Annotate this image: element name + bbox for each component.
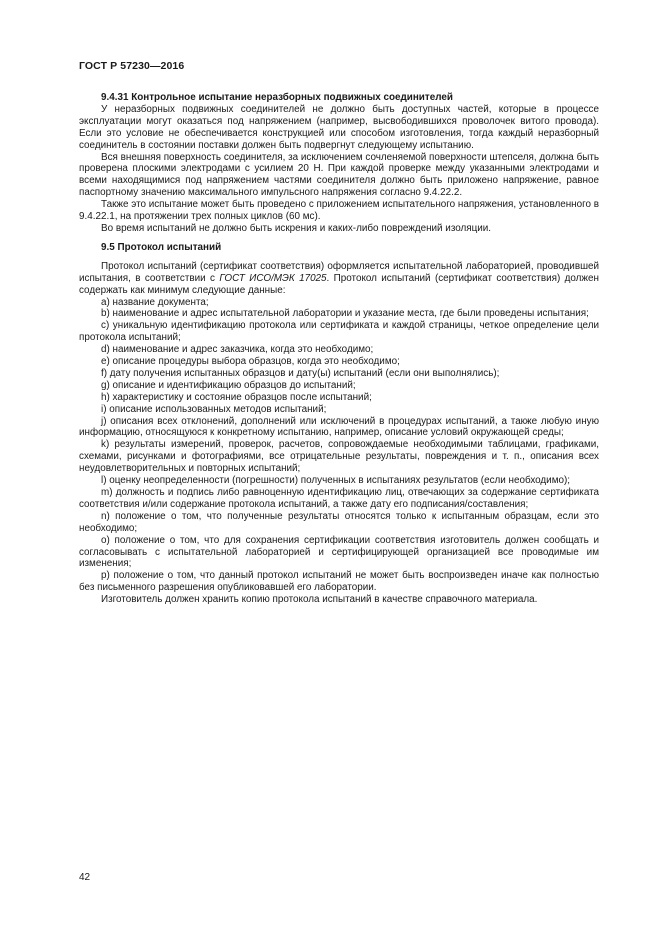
list-item: o) положение о том, что для сохранения сертификации соответствия изготовитель должен сообщать и согласовывать с испытательной лабораторией и сертифицирующей организацией все проводимые им изменения; <box>79 534 599 570</box>
section-heading-9-4-31: 9.4.31 Контрольное испытание неразборных подвижных соединителей <box>101 92 453 103</box>
list-item: m) должность и подпись либо равноценную идентификацию лиц, отвечающих за содержание сертификата соответствия и/или содержание протокола испытаний, а также дату его подписания/составления; <box>79 487 599 510</box>
list-item: b) наименование и адрес испытательной лаборатории и указание места, где были проведены испытания; <box>101 308 589 320</box>
list-item: g) описание и идентификацию образцов до испытаний; <box>101 379 356 391</box>
list-item: l) оценку неопределенности (погрешности) полученных в испытаниях результатов (если необходимо); <box>101 475 571 487</box>
paragraph: У неразборных подвижных соединителей не должно быть доступных частей, которые в процессе эксплуатации могут оказаться под напряжением (например, высвободившихся проволочек витого провода). Если это условие не обеспечивается конструкцией или способом изготовления, тогда каждый неразборный соединитель в состоянии поставки должен быть подвергнут следующему испытанию. <box>79 103 599 151</box>
document-header: ГОСТ Р 57230—2016 <box>79 60 185 72</box>
intro-text-before: Протокол испытаний (сертификат соответствия) оформляется испытательной лабораторией, проводившей испытания, в соответствии с <box>79 260 599 284</box>
list-item: d) наименование и адрес заказчика, когда это необходимо; <box>101 344 374 356</box>
list-item: k) результаты измерений, проверок, расчетов, сопровождаемые необходимыми таблицами, графиками, схемами, рисунками и фотографиями, все отрицательные результаты, повреждения и т. п., описания всех неудовлетворительных и повторных испытаний; <box>79 439 599 475</box>
paragraph-closing: Изготовитель должен хранить копию протокола испытаний в качестве справочного материала. <box>101 594 538 606</box>
paragraph: Также это испытание может быть проведено с приложением испытательного напряжения, установленного в 9.4.22.1, на протяжении трех полных циклов (60 мс). <box>79 199 599 223</box>
list-item: p) положение о том, что данный протокол испытаний не может быть воспроизведен иначе как полностью без письменного разрешения опубликовавшей его лаборатории. <box>79 570 599 594</box>
page-number: 42 <box>79 872 91 883</box>
page-content <box>79 92 599 606</box>
list-item: a) название документа; <box>101 296 209 308</box>
paragraph-intro <box>79 261 599 297</box>
standard-reference: ГОСТ ИСО/МЭК 17025 <box>219 272 327 284</box>
list-item: c) уникальную идентификацию протокола или сертификата и каждой страницы, четкое определение цели протокола испытаний; <box>79 320 599 344</box>
list-item: e) описание процедуры выбора образцов, когда это необходимо; <box>101 356 400 368</box>
list-item: j) описания всех отклонений, дополнений или исключений в процедурах испытаний, а также любую иную информацию, относящуюся к конкретному испытанию, например, описание условий окружающей среды; <box>79 415 599 439</box>
requirements-list <box>79 297 599 595</box>
list-item: f) дату получения испытанных образцов и дату(ы) испытаний (если они выполнялись); <box>101 367 500 379</box>
list-item: h) характеристику и состояние образцов после испытаний; <box>101 391 372 403</box>
list-item: i) описание использованных методов испытаний; <box>101 403 327 415</box>
paragraph: Вся внешняя поверхность соединителя, за исключением сочленяемой поверхности штепселя, должна быть проверена плоскими электродами с усилием 20 Н. При каждой проверке между указанными электродами и всеми находящимися под напряжением частями соединителя должно быть приложено напряжение, равное паспортному значению максимального импульсного напряжения согласно 9.4.22.2. <box>79 151 599 199</box>
list-item: n) положение о том, что полученные результаты относятся только к испытанным образцам, если это необходимо; <box>79 510 599 534</box>
intro-text-after: . Протокол испытаний (сертификат соответствия) должен содержать как минимум следующие данные: <box>79 272 599 296</box>
section-heading-9-5: 9.5 Протокол испытаний <box>101 241 222 253</box>
paragraph: Во время испытаний не должно быть искрения и каких-либо повреждений изоляции. <box>101 222 492 234</box>
